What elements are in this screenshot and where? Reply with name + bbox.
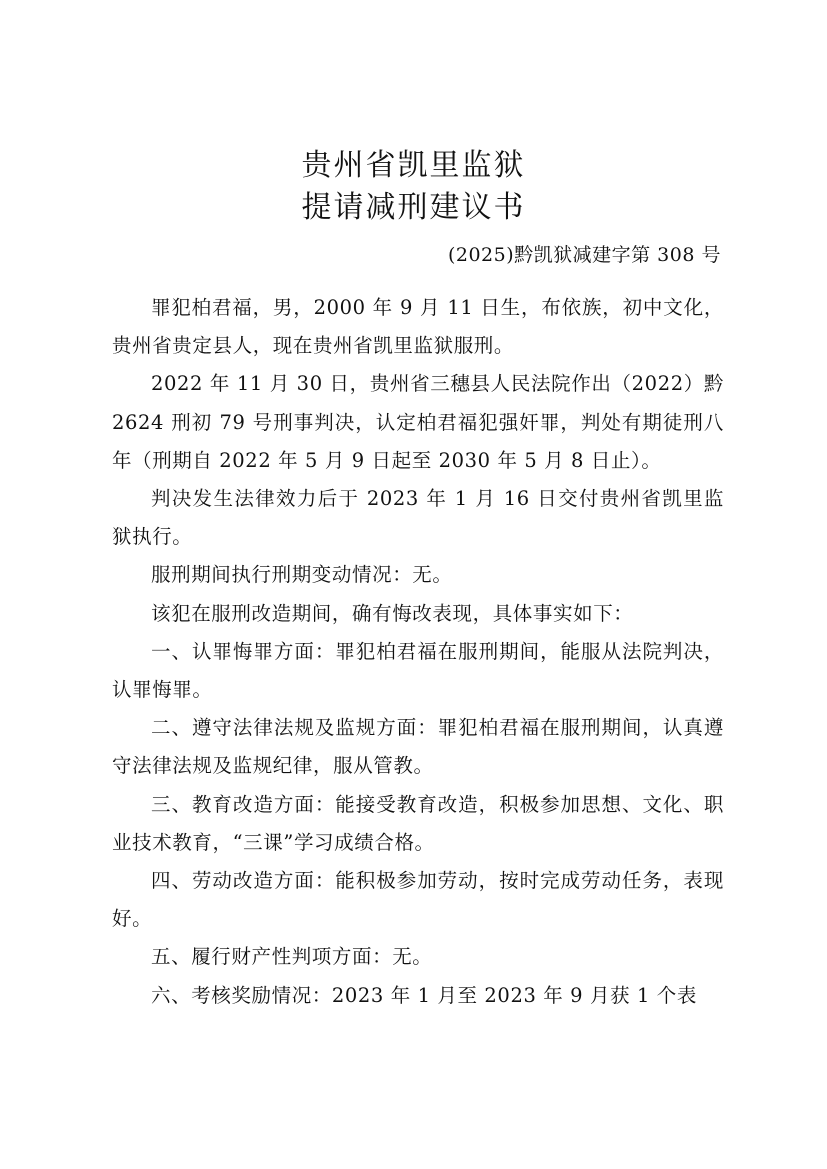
paragraph: 二、遵守法律法规及监规方面：罪犯柏君福在服刑期间，认真遵守法律法规及监规纪律，服从管教。 [112,716,724,778]
paragraph: 三、教育改造方面：能接受教育改造，积极参加思想、文化、职业技术教育，“三课”学习成绩合格。 [112,792,724,854]
paragraph: 罪犯柏君福，男，2000 年 9 月 11 日生，布依族，初中文化，贵州省贵定县人，现在贵州省凯里监狱服刑。 [112,296,724,358]
paragraph: 判决发生法律效力后于 2023 年 1 月 16 日交付贵州省凯里监狱执行。 [112,487,724,549]
document-body [112,289,724,1015]
paragraph: 一、认罪悔罪方面：罪犯柏君福在服刑期间，能服从法院判决，认罪悔罪。 [112,639,724,702]
paragraph: 2022 年 11 月 30 日，贵州省三穗县人民法院作出（2022）黔 2624 刑初 79 号刑事判决，认定柏君福犯强奸罪，判处有期徒刑八年（刑期自 2022 年 5 月 9 日起至 2030 年 5 月 8 日止）。 [112,372,724,472]
paragraph: 四、劳动改造方面：能积极参加劳动，按时完成劳动任务，表现好。 [112,869,724,931]
paragraph: 五、履行财产性判项方面：无。 [151,945,433,969]
document-title-line2: 提请减刑建议书 [301,190,526,225]
paragraph: 六、考核奖励情况：2023 年 1 月至 2023 年 9 月获 1 个表 [151,983,697,1007]
document-title-line1: 贵州省凯里监狱 [301,148,526,183]
paragraph: 该犯在服刑改造期间，确有悔改表现，具体事实如下： [151,601,634,625]
paragraph: 服刑期间执行刑期变动情况：无。 [151,563,453,587]
document-number: (2025)黔凯狱减建字第 308 号 [447,244,721,266]
